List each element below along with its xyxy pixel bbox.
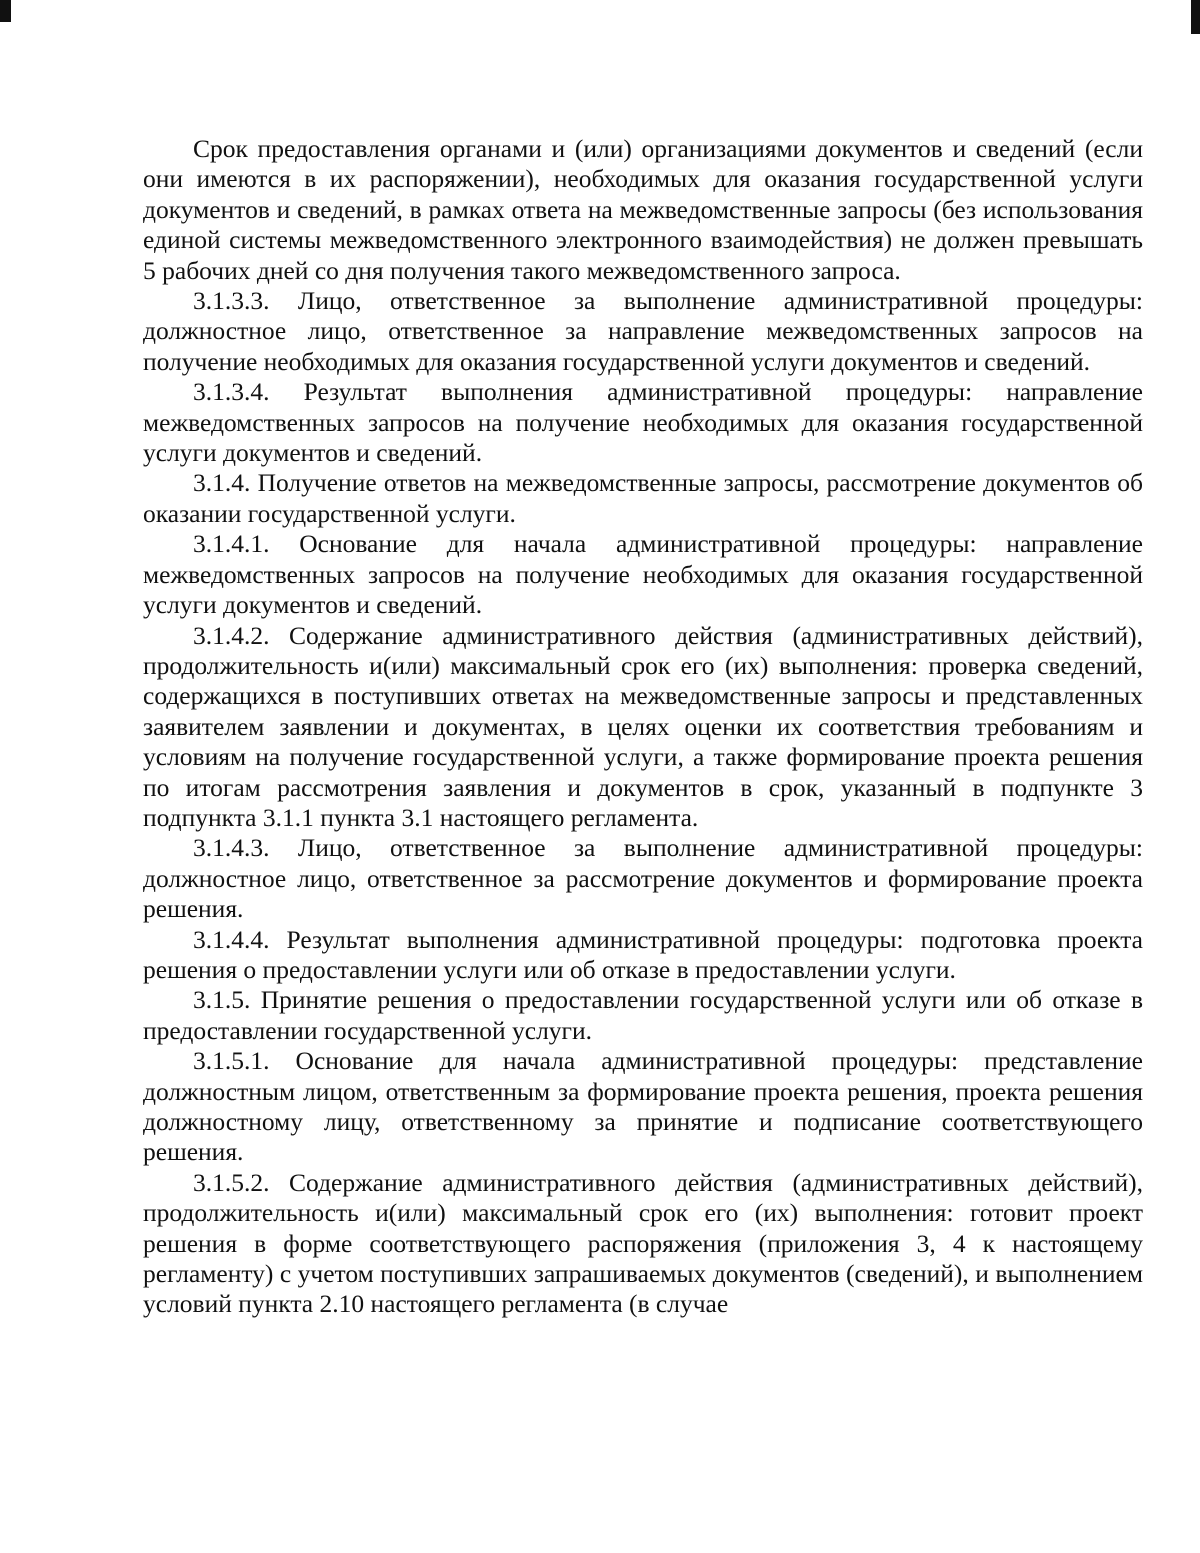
document-body [143,134,1143,1320]
scan-corner-mark-left [0,0,11,22]
paragraph-response-deadline: Срок предоставления органами и (или) организациями документов и сведений (если они имеются в их распоряжении), необходимых для оказания государственной услуги документов и сведений, в рамках ответа на межведомственные запросы (без использования единой системы межведомственного электронного взаимодействия) не должен превышать 5 рабочих дней со дня получения такого межведомственного запроса. [143,134,1143,285]
paragraph-3-1-4-2: 3.1.4.2. Содержание административного действия (административных действий), продолжительность и(или) максимальный срок его (их) выполнения: проверка сведений, содержащихся в поступивших ответах на межведомственные запросы и представленных заявителем заявлении и документах, в целях оценки их соответствия требованиям и условиям на получение государственной услуги, а также формирование проекта решения по итогам рассмотрения заявления и документов в срок, указанный в подпункте 3 подпункта 3.1.1 пункта 3.1 настоящего регламента. [143,620,1143,832]
paragraph-3-1-4: 3.1.4. Получение ответов на межведомственные запросы, рассмотрение документов об оказании государственной услуги. [143,468,1143,528]
paragraph-3-1-4-1: 3.1.4.1. Основание для начала административной процедуры: направление межведомственных запросов на получение необходимых для оказания государственной услуги документов и сведений. [143,529,1143,620]
paragraph-3-1-5-2: 3.1.5.2. Содержание административного действия (административных действий), продолжительность и(или) максимальный срок его (их) выполнения: готовит проект решения в форме соответствующего распоряжения (приложения 3, 4 к настоящему регламенту) с учетом поступивших запрашиваемых документов (сведений), и выполнением условий пункта 2.10 настоящего регламента (в случае [143,1167,1143,1319]
paragraph-3-1-5-1: 3.1.5.1. Основание для начала административной процедуры: представление должностным лицом, ответственным за формирование проекта решения, проекта решения должностному лицу, ответственному за принятие и подписание соответствующего решения. [143,1046,1143,1167]
paragraph-3-1-3-3: 3.1.3.3. Лицо, ответственное за выполнение административной процедуры: должностное лицо, ответственное за направление межведомственных запросов на получение необходимых для оказания государственной услуги документов и сведений. [143,286,1143,376]
paragraph-3-1-4-3: 3.1.4.3. Лицо, ответственное за выполнение административной процедуры: должностное лицо, ответственное за рассмотрение документов и формирование проекта решения. [143,833,1143,924]
scan-corner-mark-right [1191,0,1200,34]
paragraph-3-1-5: 3.1.5. Принятие решения о предоставлении государственной услуги или об отказе в предоставлении государственной услуги. [143,985,1143,1045]
paragraph-3-1-4-4: 3.1.4.4. Результат выполнения административной процедуры: подготовка проекта решения о предоставлении услуги или об отказе в предоставлении услуги. [143,924,1143,984]
paragraph-3-1-3-4: 3.1.3.4. Результат выполнения административной процедуры: направление межведомственных запросов на получение необходимых для оказания государственной услуги документов и сведений. [143,377,1143,468]
